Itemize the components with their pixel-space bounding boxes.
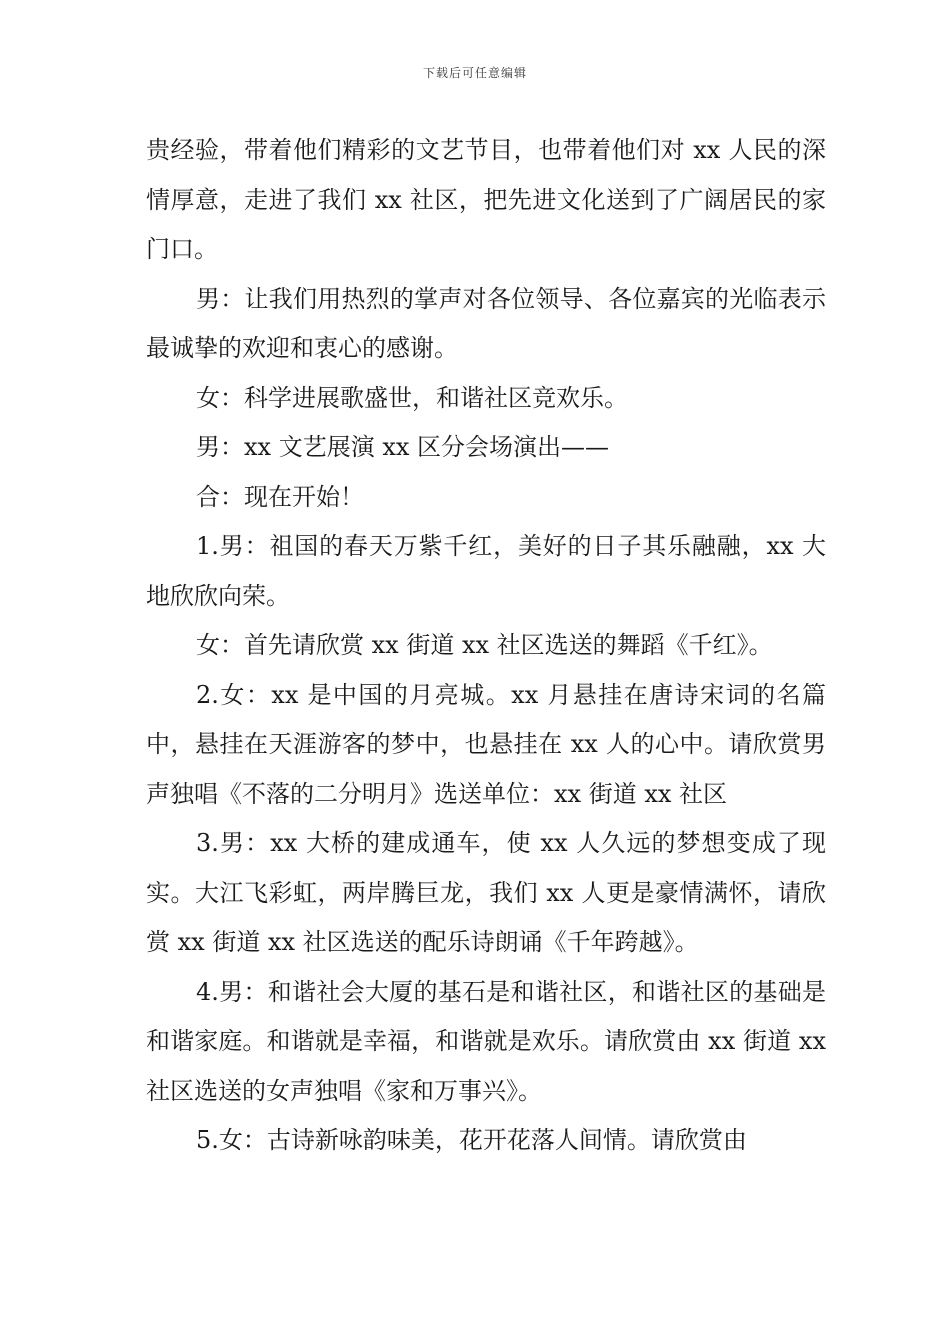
paragraph: 贵经验，带着他们精彩的文艺节目，也带着他们对 xx 人民的深情厚意，走进了我们 xx 社区，把先进文化送到了广阔居民的家门口。 [146, 136, 826, 263]
paragraph: 男：xx 文艺展演 xx 区分会场演出—— [196, 433, 610, 461]
paragraph: 3.男：xx 大桥的建成通车，使 xx 人久远的梦想变成了现实。大江飞彩虹，两岸腾巨龙，我们 xx 人更是豪情满怀，请欣赏 xx 街道 xx 社区选送的配乐诗朗诵《千年跨越》。 [146, 829, 826, 956]
page-header: 下载后可任意编辑 [422, 66, 527, 80]
paragraph: 4.男：和谐社会大厦的基石是和谐社区，和谐社区的基础是和谐家庭。和谐就是幸福，和谐就是欢乐。请欣赏由 xx 街道 xx 社区选送的女声独唱《家和万事兴》。 [146, 977, 826, 1105]
paragraph: 2.女：xx 是中国的月亮城。xx 月悬挂在唐诗宋词的名篇中，悬挂在天涯游客的梦中，也悬挂在 xx 人的心中。请欣赏男声独唱《不落的二分明月》选送单位：xx 街道 xx 社区 [146, 680, 826, 808]
paragraph: 女：科学进展歌盛世，和谐社区竞欢乐。 [196, 383, 628, 412]
paragraph: 1.男：祖国的春天万紫千红，美好的日子其乐融融，xx 大地欣欣向荣。 [146, 532, 826, 610]
document-body [146, 126, 826, 1166]
paragraph: 女：首先请欣赏 xx 街道 xx 社区选送的舞蹈《千红》。 [196, 631, 773, 659]
paragraph: 男：让我们用热烈的掌声对各位领导、各位嘉宾的光临表示最诚挚的欢迎和衷心的感谢。 [146, 284, 826, 362]
paragraph: 5.女：古诗新咏韵味美，花开花落人间情。请欣赏由 [196, 1126, 747, 1154]
paragraph: 合：现在开始！ [196, 482, 364, 511]
